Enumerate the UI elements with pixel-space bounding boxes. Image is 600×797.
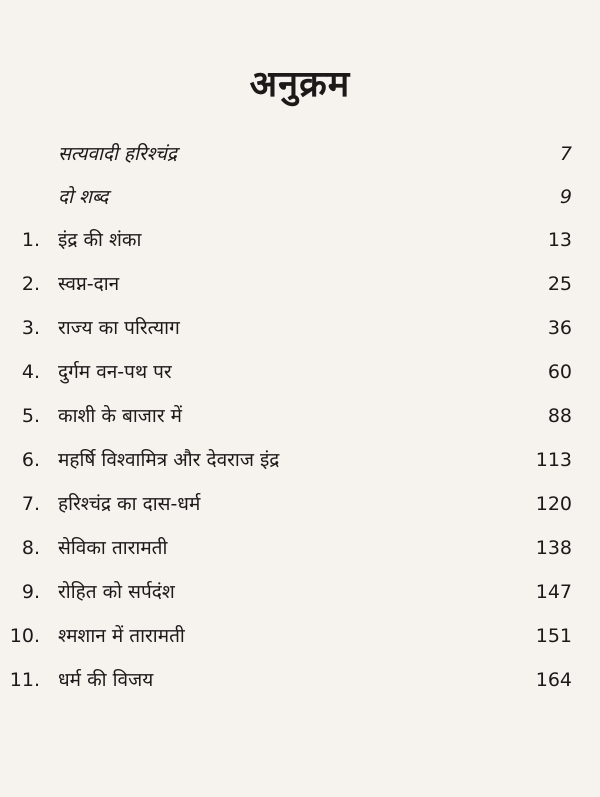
chapter-page: 113 <box>535 449 572 471</box>
chapter-title: इंद्र की शंका <box>58 229 142 251</box>
chapter-title: धर्म की विजय <box>58 669 154 691</box>
chapter-title: दुर्गम वन-पथ पर <box>58 361 172 383</box>
chapter-title: स्वप्न-दान <box>58 273 120 295</box>
chapter-number: 8. <box>21 537 40 559</box>
chapter-number: 9. <box>21 581 40 603</box>
chapter-title: सेविका तारामती <box>58 537 168 559</box>
toc-chapter-11 <box>0 663 600 697</box>
chapter-number: 3. <box>21 317 40 339</box>
toc-entry-page: 9 <box>559 186 572 208</box>
toc-entry-page: 7 <box>559 143 572 165</box>
chapter-page: 36 <box>547 317 572 339</box>
chapter-page: 88 <box>547 405 572 427</box>
chapter-number: 6. <box>21 449 40 471</box>
chapter-title: काशी के बाजार में <box>58 405 182 427</box>
chapter-number: 7. <box>21 493 40 515</box>
chapter-number: 5. <box>21 405 40 427</box>
toc-front-matter-0 <box>0 137 600 171</box>
chapter-page: 25 <box>547 273 572 295</box>
toc-chapter-3 <box>0 311 600 345</box>
toc-chapter-10 <box>0 619 600 653</box>
toc-chapter-2 <box>0 267 600 301</box>
chapter-page: 60 <box>547 361 572 383</box>
toc-entry-label: सत्यवादी हरिश्चंद्र <box>58 143 177 165</box>
toc-front-matter-1 <box>0 180 600 214</box>
chapter-title: रोहित को सर्पदंश <box>58 581 175 603</box>
toc-chapter-5 <box>0 399 600 433</box>
chapter-page: 120 <box>535 493 572 515</box>
chapter-title: हरिश्चंद्र का दास-धर्म <box>58 493 201 515</box>
page-title: अनुक्रम <box>249 64 351 105</box>
toc-chapter-6 <box>0 443 600 477</box>
toc-chapter-9 <box>0 575 600 609</box>
chapter-number: 10. <box>9 625 40 647</box>
toc-chapter-8 <box>0 531 600 565</box>
chapter-number: 4. <box>21 361 40 383</box>
chapter-number: 11. <box>9 669 40 691</box>
chapter-page: 13 <box>547 229 572 251</box>
toc-chapter-7 <box>0 487 600 521</box>
chapter-page: 164 <box>535 669 572 691</box>
toc-chapter-4 <box>0 355 600 389</box>
chapter-title: राज्य का परित्याग <box>58 317 180 339</box>
chapter-page: 151 <box>535 625 572 647</box>
chapter-title: महर्षि विश्वामित्र और देवराज इंद्र <box>58 449 280 471</box>
toc-entry-label: दो शब्द <box>58 186 109 208</box>
toc-chapter-1 <box>0 223 600 257</box>
chapter-page: 147 <box>535 581 572 603</box>
chapter-title: श्मशान में तारामती <box>58 625 185 647</box>
chapter-number: 2. <box>21 273 40 295</box>
chapter-number: 1. <box>21 229 40 251</box>
chapter-page: 138 <box>535 537 572 559</box>
